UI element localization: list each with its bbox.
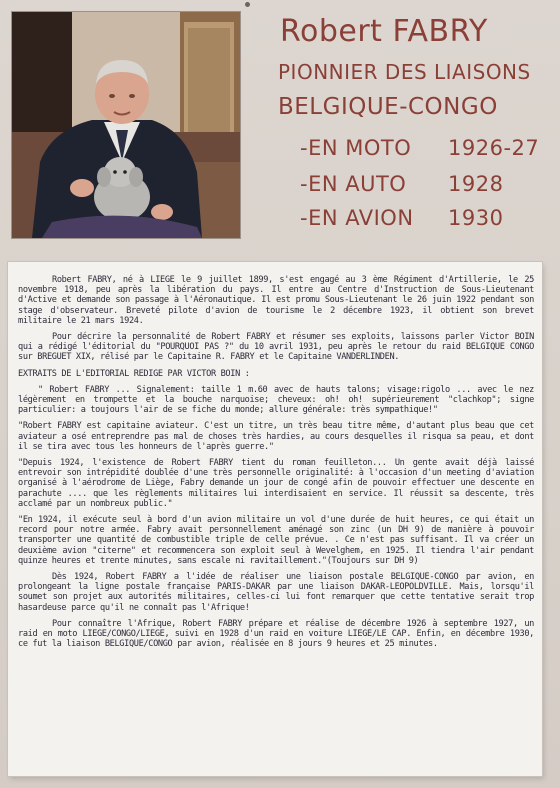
paragraph-intro-boin: Pour décrire la personnalité de Robert FABRY et résumer ses exploits, laissons parler Victor BOIN qui a rédigé l'éditorial du "POURQUOI PAS ?" du 10 avril 1931, peu après le retour du raid BELGIQUE CONGO sur BREGUET XIX, rélisé par le Capitaine R. FABRY et le Capitaine VANDERLINDEN.: [18, 332, 534, 363]
typed-sheet: [8, 262, 542, 776]
paragraph-quote-signalement: " Robert FABRY ... Signalement: taille 1 m.60 avec de hauts talons; visage:rigolo ... avec le nez légèrement en trompette et la bouche narquoise; cheveux: oh! oh! supérieurement "clachkop"; signe particulier: a toujours l'air de se fiche du monde; allure générale: très sympathique!": [18, 384, 534, 416]
portrait-photo: [12, 12, 240, 238]
paragraph-quote-record: "En 1924, il exécute seul à bord d'un avion militaire un vol d'une durée de huit heures, ce qui était un record pour notre armée. Fabry avait personnellement aménagé son zinc (un DH 9) de manière à pouvoir transporter une quantité de combustible triple de celle prévue. . Ce n'est pas suffisant. Il va créer un deuxième avion "citerne" et recommencera son exploit seul à Wevelghem, en 1925. Il tiendra l'air pendant quinze heures et trente minutes, sans escale ni ravitaillement."(Toujours sur DH 9): [18, 515, 534, 566]
paragraph-quote-capitaine: "Robert FABRY est capitaine aviateur. C'est un titre, un très beau titre même, d'autant plus beau que cet aviateur a osé entreprendre pas mal de choses très hardies, au cours desquelles il risqua sa peau, et dont il se tira avec tous les honneurs de l'après guerre.": [18, 421, 534, 452]
trip-mode: -EN AUTO: [300, 172, 407, 196]
push-pin: [245, 2, 250, 7]
trip-mode: -EN MOTO: [300, 136, 412, 160]
heading-subtitle-line2: BELGIQUE-CONGO: [278, 94, 498, 120]
trip-mode: -EN AVION: [300, 206, 414, 230]
handwritten-heading: [250, 10, 555, 250]
trip-years: 1928: [448, 172, 504, 196]
typed-text: [18, 275, 534, 656]
paragraph-raids: Pour connaître l'Afrique, Robert FABRY prépare et réalise de décembre 1926 à septembre 1927, un raid en moto LIEGE/CONGO/LIEGE, suivi en 1928 d'un raid en voiture LIEGE/LE CAP. Enfin, en décembre 1930, ce fut la liaison BELGIQUE/CONGO par avion, réalisée en 8 jours 9 heures et 25 minutes.: [18, 618, 534, 650]
heading-name: Robert FABRY: [280, 14, 488, 49]
trip-years: 1930: [448, 206, 504, 230]
paragraph-extracts-heading: EXTRAITS DE L'EDITORIAL REDIGE PAR VICTOR BOIN :: [18, 368, 250, 379]
paragraph-quote-1924: "Depuis 1924, l'existence de Robert FABRY tient du roman feuilleton... Un gente avait déjà laissé entrevoir son intrépidité doublée d'une très personnelle originalité: à l'occasion d'un meeting d'aviation organisé à l'aérodrome de Liège, Fabry demande un jour de congé afin de pouvoir effectuer une descente en parachute .... que les règlements militaires lui interdisaient en service. Il réussit sa descente, très acclamé par un nombreux public.": [18, 458, 534, 509]
trip-years: 1926-27: [448, 136, 540, 160]
paragraph-biography: Robert FABRY, né à LIEGE le 9 juillet 1899, s'est engagé au 3 ème Régiment d'Artillerie, le 25 novembre 1918, peu après la libération du pays. Il entre au Centre d'Instruction de Sous-Lieutenant d'Active et demande son passage à l'Aéronautique. Il est promu Sous-Lieutenant le 26 juin 1922 pendant son stage d'observateur. Breveté pilote d'avion de tourisme le 2 décembre 1923, il obtient son brevet militaire le 21 mars 1924.: [18, 275, 534, 326]
paragraph-liaison-postale: Dès 1924, Robert FABRY a l'idée de réaliser une liaison postale BELGIQUE-CONGO par avion, en prolongeant la ligne postale française PARIS-DAKAR par une liaison DAKAR-LEOPOLDVILLE. Mais, lorsqu'il soumet son projet aux autorités militaires, celles-ci lui font remarquer que cette tentative serait trop hasardeuse parce qu'il ne connaît pas l'Afrique!: [18, 572, 534, 613]
heading-subtitle-line1: PIONNIER DES LIAISONS: [278, 60, 531, 84]
